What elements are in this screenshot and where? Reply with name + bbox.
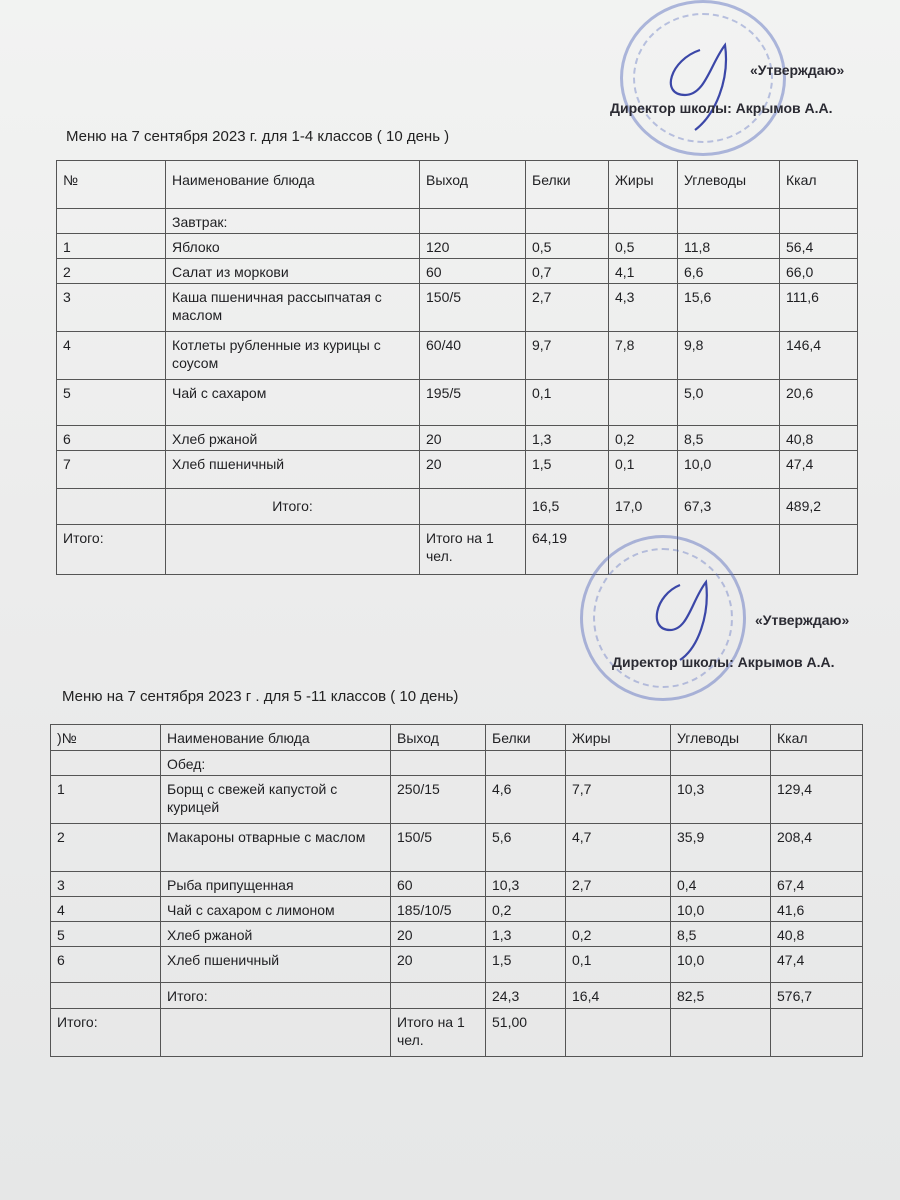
cell-kcal: 47,4 xyxy=(771,947,863,983)
cell-protein: 0,7 xyxy=(526,259,609,284)
cell-dish: Рыба припущенная xyxy=(161,872,391,897)
total-label: Итого: xyxy=(166,489,420,525)
cell-dish: Борщ с свежей капустой с курицей xyxy=(161,776,391,824)
cell-protein: 10,3 xyxy=(486,872,566,897)
table-row xyxy=(51,897,863,922)
header-number: № xyxy=(57,161,166,209)
table-row xyxy=(51,872,863,897)
cell-fat: 7,8 xyxy=(609,332,678,380)
cell-fat: 0,1 xyxy=(609,451,678,489)
cell-number: 4 xyxy=(51,897,161,922)
header-dish: Наименование блюда xyxy=(166,161,420,209)
total-protein: 16,5 xyxy=(526,489,609,525)
per-person-label: Итого: xyxy=(51,1009,161,1057)
table-row xyxy=(51,922,863,947)
cell-yield: 185/10/5 xyxy=(391,897,486,922)
cell-fat: 4,7 xyxy=(566,824,671,872)
cell-number: 4 xyxy=(57,332,166,380)
cell-yield: 250/15 xyxy=(391,776,486,824)
cell-carbs: 11,8 xyxy=(678,234,780,259)
cell-protein: 1,5 xyxy=(526,451,609,489)
cell-kcal: 129,4 xyxy=(771,776,863,824)
total-fat: 16,4 xyxy=(566,983,671,1009)
menu-title-1: Меню на 7 сентября 2023 г. для 1-4 классов ( 10 день ) xyxy=(66,128,450,145)
cell-kcal: 20,6 xyxy=(780,380,858,426)
cell-yield: 60 xyxy=(391,872,486,897)
cell-yield: 20 xyxy=(420,451,526,489)
header-carbs: Углеводы xyxy=(678,161,780,209)
header-carbs: Углеводы xyxy=(671,725,771,751)
cell-dish: Салат из моркови xyxy=(166,259,420,284)
cell-fat: 0,2 xyxy=(609,426,678,451)
cell-carbs: 10,0 xyxy=(678,451,780,489)
cell-kcal: 111,6 xyxy=(780,284,858,332)
cell-number: 6 xyxy=(51,947,161,983)
menu-table-2 xyxy=(50,724,863,1057)
cell-number: 6 xyxy=(57,426,166,451)
cell-yield: 150/5 xyxy=(420,284,526,332)
header-dish: Наименование блюда xyxy=(161,725,391,751)
cell-kcal: 40,8 xyxy=(780,426,858,451)
table-row xyxy=(51,947,863,983)
cell-yield: 195/5 xyxy=(420,380,526,426)
header-number: )№ xyxy=(51,725,161,751)
total-protein: 24,3 xyxy=(486,983,566,1009)
cell-number: 2 xyxy=(51,824,161,872)
cell-number: 1 xyxy=(57,234,166,259)
header-fat: Жиры xyxy=(566,725,671,751)
cell-protein: 9,7 xyxy=(526,332,609,380)
cell-yield: 20 xyxy=(391,922,486,947)
total-label: Итого: xyxy=(161,983,391,1009)
table-row xyxy=(57,451,858,489)
per-person-value: 64,19 xyxy=(526,525,609,575)
table-row xyxy=(57,380,858,426)
cell-protein: 1,3 xyxy=(486,922,566,947)
cell-kcal: 208,4 xyxy=(771,824,863,872)
meal-label: Обед: xyxy=(161,751,391,776)
total-kcal: 489,2 xyxy=(780,489,858,525)
approval-block-2 xyxy=(600,612,890,672)
cell-fat: 0,1 xyxy=(566,947,671,983)
cell-number: 3 xyxy=(51,872,161,897)
cell-yield: 120 xyxy=(420,234,526,259)
cell-protein: 2,7 xyxy=(526,284,609,332)
cell-dish: Хлеб пшеничный xyxy=(166,451,420,489)
cell-yield: 20 xyxy=(420,426,526,451)
cell-kcal: 40,8 xyxy=(771,922,863,947)
cell-dish: Чай с сахаром xyxy=(166,380,420,426)
director-name: Директор школы: Акрымов А.А. xyxy=(610,100,833,116)
header-yield: Выход xyxy=(420,161,526,209)
cell-number: 1 xyxy=(51,776,161,824)
table-row xyxy=(57,284,858,332)
cell-number: 2 xyxy=(57,259,166,284)
cell-number: 7 xyxy=(57,451,166,489)
cell-yield: 60/40 xyxy=(420,332,526,380)
cell-dish: Котлеты рубленные из курицы с соусом xyxy=(166,332,420,380)
cell-protein: 5,6 xyxy=(486,824,566,872)
meal-row xyxy=(57,209,858,234)
cell-protein: 0,5 xyxy=(526,234,609,259)
cell-kcal: 67,4 xyxy=(771,872,863,897)
table-row xyxy=(57,234,858,259)
cell-kcal: 66,0 xyxy=(780,259,858,284)
cell-dish: Хлеб ржаной xyxy=(166,426,420,451)
table-row xyxy=(57,426,858,451)
header-fat: Жиры xyxy=(609,161,678,209)
cell-carbs: 5,0 xyxy=(678,380,780,426)
cell-yield: 20 xyxy=(391,947,486,983)
table-header-row xyxy=(57,161,858,209)
per-person-text: Итого на 1 чел. xyxy=(420,525,526,575)
cell-fat xyxy=(609,380,678,426)
cell-dish: Хлеб пшеничный xyxy=(161,947,391,983)
per-person-label: Итого: xyxy=(57,525,166,575)
cell-carbs: 10,3 xyxy=(671,776,771,824)
cell-carbs: 8,5 xyxy=(678,426,780,451)
cell-carbs: 10,0 xyxy=(671,897,771,922)
cell-dish: Каша пшеничная рассыпчатая с маслом xyxy=(166,284,420,332)
cell-fat: 4,3 xyxy=(609,284,678,332)
cell-protein: 1,3 xyxy=(526,426,609,451)
table-header-row xyxy=(51,725,863,751)
cell-protein: 4,6 xyxy=(486,776,566,824)
cell-fat xyxy=(566,897,671,922)
cell-carbs: 15,6 xyxy=(678,284,780,332)
cell-fat: 0,5 xyxy=(609,234,678,259)
per-person-value: 51,00 xyxy=(486,1009,566,1057)
cell-carbs: 8,5 xyxy=(671,922,771,947)
cell-kcal: 47,4 xyxy=(780,451,858,489)
total-row xyxy=(51,983,863,1009)
director-name: Директор школы: Акрымов А.А. xyxy=(612,654,835,670)
cell-carbs: 10,0 xyxy=(671,947,771,983)
cell-fat: 7,7 xyxy=(566,776,671,824)
table-row xyxy=(51,776,863,824)
cell-yield: 150/5 xyxy=(391,824,486,872)
total-kcal: 576,7 xyxy=(771,983,863,1009)
cell-protein: 0,2 xyxy=(486,897,566,922)
per-person-row xyxy=(51,1009,863,1057)
header-kcal: Ккал xyxy=(780,161,858,209)
header-protein: Белки xyxy=(486,725,566,751)
cell-kcal: 146,4 xyxy=(780,332,858,380)
cell-carbs: 35,9 xyxy=(671,824,771,872)
header-protein: Белки xyxy=(526,161,609,209)
meal-row xyxy=(51,751,863,776)
cell-fat: 0,2 xyxy=(566,922,671,947)
total-carbs: 82,5 xyxy=(671,983,771,1009)
cell-dish: Хлеб ржаной xyxy=(161,922,391,947)
cell-carbs: 9,8 xyxy=(678,332,780,380)
cell-carbs: 6,6 xyxy=(678,259,780,284)
per-person-text: Итого на 1 чел. xyxy=(391,1009,486,1057)
total-row xyxy=(57,489,858,525)
cell-protein: 1,5 xyxy=(486,947,566,983)
total-carbs: 67,3 xyxy=(678,489,780,525)
cell-fat: 4,1 xyxy=(609,259,678,284)
cell-kcal: 41,6 xyxy=(771,897,863,922)
table-row xyxy=(57,259,858,284)
header-yield: Выход xyxy=(391,725,486,751)
cell-carbs: 0,4 xyxy=(671,872,771,897)
approval-label: «Утверждаю» xyxy=(750,62,845,78)
cell-fat: 2,7 xyxy=(566,872,671,897)
approval-label: «Утверждаю» xyxy=(755,612,850,628)
cell-dish: Чай с сахаром с лимоном xyxy=(161,897,391,922)
cell-yield: 60 xyxy=(420,259,526,284)
cell-number: 5 xyxy=(57,380,166,426)
header-kcal: Ккал xyxy=(771,725,863,751)
approval-block-1 xyxy=(600,62,880,122)
menu-table-1 xyxy=(56,160,858,575)
cell-dish: Яблоко xyxy=(166,234,420,259)
menu-title-2: Меню на 7 сентября 2023 г . для 5 -11 классов ( 10 день) xyxy=(62,688,459,705)
table-row xyxy=(51,824,863,872)
table-row xyxy=(57,332,858,380)
cell-number: 5 xyxy=(51,922,161,947)
meal-label: Завтрак: xyxy=(166,209,420,234)
total-fat: 17,0 xyxy=(609,489,678,525)
cell-dish: Макароны отварные с маслом xyxy=(161,824,391,872)
cell-kcal: 56,4 xyxy=(780,234,858,259)
cell-number: 3 xyxy=(57,284,166,332)
cell-protein: 0,1 xyxy=(526,380,609,426)
